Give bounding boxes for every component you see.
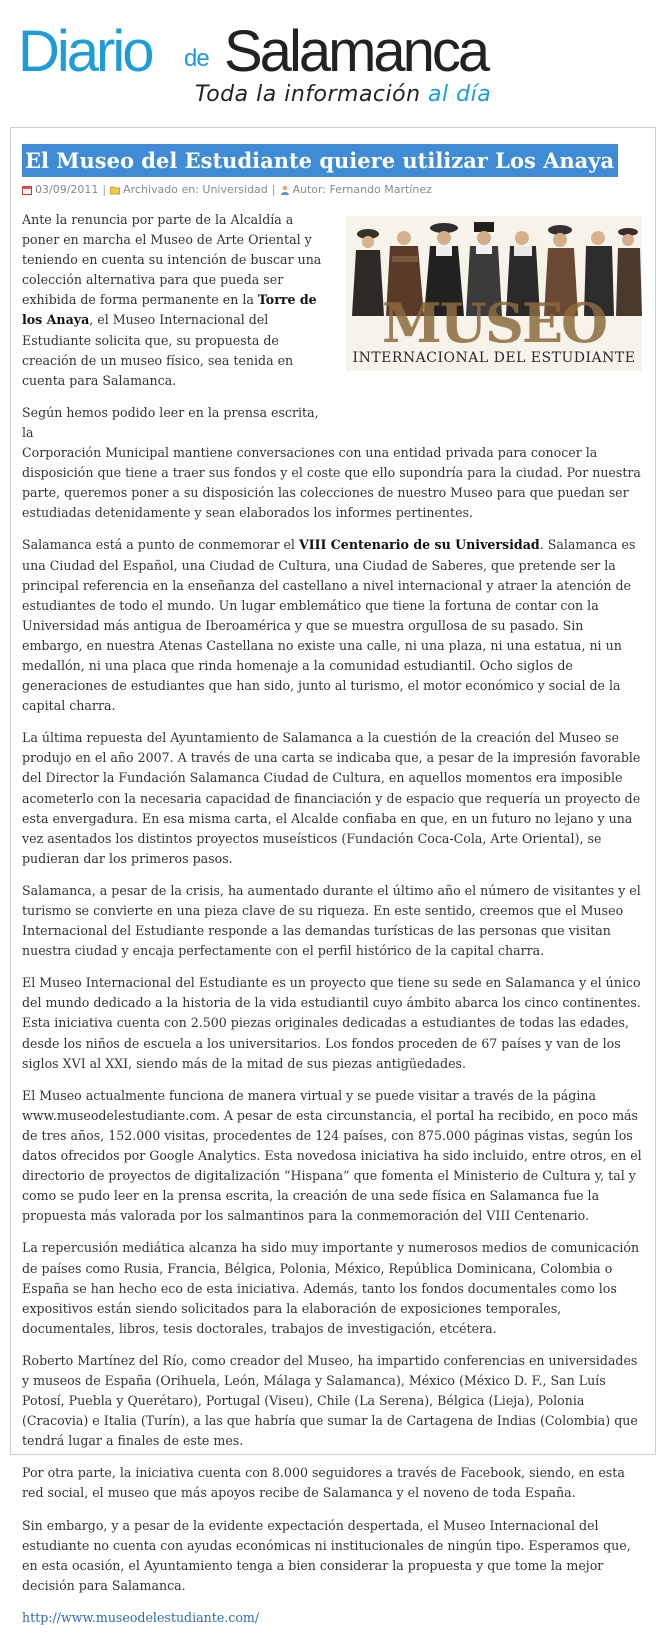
article-paragraph bbox=[22, 210, 334, 391]
site-tagline bbox=[195, 82, 491, 107]
p1-text-end: , el Museo Internacional del Estudiante solicita que, su propuesta de creación de un museo físico, sea tenida en cuenta para Salamanca. bbox=[22, 312, 294, 388]
p1-bold: Torre de los Anaya bbox=[22, 292, 317, 328]
museum-website-link[interactable]: http://www.museodelestudiante.com/ bbox=[22, 1609, 260, 1625]
article-paragraph: Salamanca, a pesar de la crisis, ha aumentado durante el último año el número de visitantes y el turismo se convierte en una pieza clave de su riqueza. En este sentido, creemos que el Museo Internacional del Estudiante responde a las demandas turísticas de las personas que visitan nuestra ciudad y encaja perfectamente con el perfil histórico de la capital charra. bbox=[22, 882, 641, 959]
article-paragraph: Sin embargo, y a pesar de la evidente expectación despertada, el Museo Internacional del estudiante no cuenta con ayudas económicas ni institucionales de ningún tipo. Esperamos que, en esta ocasión, el Ayuntamiento tenga a bien considerar la propuesta y que tome la mejor decisión para Salamanca. bbox=[22, 1517, 631, 1593]
calendar-icon bbox=[22, 185, 32, 195]
article-paragraph bbox=[22, 1608, 646, 1628]
article-category[interactable]: Archivado en: Universidad bbox=[123, 183, 268, 196]
folder-icon bbox=[110, 185, 120, 195]
article-paragraph: La repercusión mediática alcanza ha sido muy importante y numerosos medios de comunicación de países como Rusia, Francia, Bélgica, Polonia, México, República Dominicana, Colombia o España se han hecho eco de esta iniciativa. Además, tanto los fondos documentales como los expositivos están siendo solicitados para la elaboración de exposiciones temporales, documentales, libros, tesis doctorales, trabajos de investigación, etcétera. bbox=[22, 1240, 640, 1336]
tagline-accent: al día bbox=[428, 82, 492, 107]
logo-salamanca-text: Salamanca bbox=[224, 19, 488, 84]
article-date: 03/09/2011 bbox=[35, 183, 99, 196]
p3-text-end: . Salamanca es una Ciudad del Español, una Ciudad de Cultura, una Ciudad de Saberes, que pretende ser la principal referencia en la enseñanza del castellano a nivel internacional y atraer la atención de estudiantes de todo el mundo. Un lugar emblemático que tiene la fortuna de contar con la Universidad más antigua de Iberoamérica y que se muestra orgullosa de su pasado. Sin embargo, en nuestra Atenas Castellana no existe una calle, ni una plaza, ni una estatua, ni un medallón, ni una placa que rinda homenaje a la comunidad estudiantil. Ocho siglos de generaciones de estudiantes que han sido, junto al turismo, el motor económico y social de la capital charra. bbox=[22, 537, 636, 714]
tagline-main: Toda la información bbox=[195, 82, 429, 107]
article-title[interactable]: El Museo del Estudiante quiere utilizar Los Anaya bbox=[22, 144, 618, 177]
article-meta bbox=[22, 183, 432, 196]
p3-text: Salamanca está a punto de conmemorar el bbox=[22, 537, 299, 553]
meta-separator: | bbox=[102, 183, 107, 196]
figure-word-museo: MUSEO bbox=[381, 291, 607, 355]
p1-text: Ante la renuncia por parte de la Alcaldía a poner en marcha el Museo de Arte Oriental y teniendo en cuenta su intención de buscar una colección alternativa para que pueda ser exhibida de forma permanente en la bbox=[22, 212, 322, 308]
user-icon bbox=[280, 185, 290, 195]
article-paragraph: Por otra parte, la iniciativa cuenta con 8.000 seguidores a través de Facebook, siendo, en esta red social, el museo que más apoyos recibe de Salamanca y el noveno de toda España. bbox=[22, 1465, 625, 1501]
article-paragraph bbox=[22, 535, 646, 716]
article-paragraph: El Museo Internacional del Estudiante es un proyecto que tiene su sede en Salamanca y el único del mundo dedicado a la historia de la vida estudiantil cuyo ámbito abarca los cinco continentes. Esta iniciativa cuenta con 2.500 piezas originales dedicadas a estudiantes de todas las edades, desde los niños de escuela a los universitarios. Los fondos proceden de 67 países y van de los siglos XVI al XXI, siendo más de la mitad de sus piezas antigüedades. bbox=[22, 975, 641, 1071]
article-paragraph bbox=[22, 403, 646, 524]
article-paragraph: La última repuesta del Ayuntamiento de Salamanca a la cuestión de la creación del Museo se produjo en el año 2007. A través de una carta se indicaba que, a pesar de la impresión favorable del Director la Fundación Salamanca Ciudad de Cultura, en aquellos momentos era imposible acometerlo con la necesaria capacidad de financiación y de espacio que requería un proyecto de esta envergadura. En esa misma carta, el Alcalde confiaba en que, en un futuro no lejano y una vez asentados los distintos proyectos museísticos (Fundación Coca-Cola, Arte Oriental), se pudieran dar los primeros pasos. bbox=[22, 730, 641, 866]
article-container bbox=[10, 127, 656, 1625]
article-paragraph: Roberto Martínez del Río, como creador del Museo, ha impartido conferencias en universidades y museos de España (Orihuela, León, Málaga y Salamanca), México (México D. F., San Luís Potosí, Puebla y Querétaro), Portugal (Viseu), Chile (La Serena), Bélgica (Lieja), Polonia (Cracovia) e Italia (Turín), a las que habría que sumar la de Cartagena de Indias (Colombia) que tendrá lugar a finales de este mes. bbox=[22, 1352, 638, 1449]
site-header bbox=[0, 0, 665, 118]
article-paragraph: El Museo actualmente funciona de manera virtual y se puede visitar a través de la página www.museodelestudiante.com. A pesar de esta circunstancia, el portal ha recibido, en poco más de tres años, 152.000 visitas, procedentes de 124 países, con 875.000 páginas vistas, según los datos ofrecidos por Google Analytics. Esta novedosa iniciativa ha sido incluido, entre otros, en el directorio de proyectos de digitalización “Hispana” que fomenta el Ministerio de Cultura y, tal y como se pudo leer en la prensa escrita, la creación de una sede física en Salamanca fue la propuesta más valorada por los salmantinos para la conmemoración del VIII Centenario. bbox=[22, 1087, 642, 1224]
p2-text: Corporación Municipal mantiene conversaciones con una entidad privada para conocer la disposición que tiene a traer sus fondos y el coste que ello supondría para la ciudad. Por nuestra parte, queremos poner a su disposición las colecciones de nuestro Museo para que puedan ser estudiadas detenidamente y sean elaborados los informes pertinentes. bbox=[22, 445, 641, 521]
logo-de-text: de bbox=[184, 45, 209, 72]
article-body bbox=[22, 210, 646, 1640]
meta-separator: | bbox=[271, 183, 276, 196]
p2-first-line: Según hemos podido leer en la prensa escrita, la bbox=[22, 404, 319, 440]
article-author: Autor: Fernando Martínez bbox=[292, 183, 432, 196]
logo-diario-text: Diario bbox=[18, 19, 152, 84]
p3-bold: VIII Centenario de su Universidad bbox=[298, 537, 540, 553]
figure-subtitle: INTERNACIONAL DEL ESTUDIANTE bbox=[352, 350, 636, 366]
